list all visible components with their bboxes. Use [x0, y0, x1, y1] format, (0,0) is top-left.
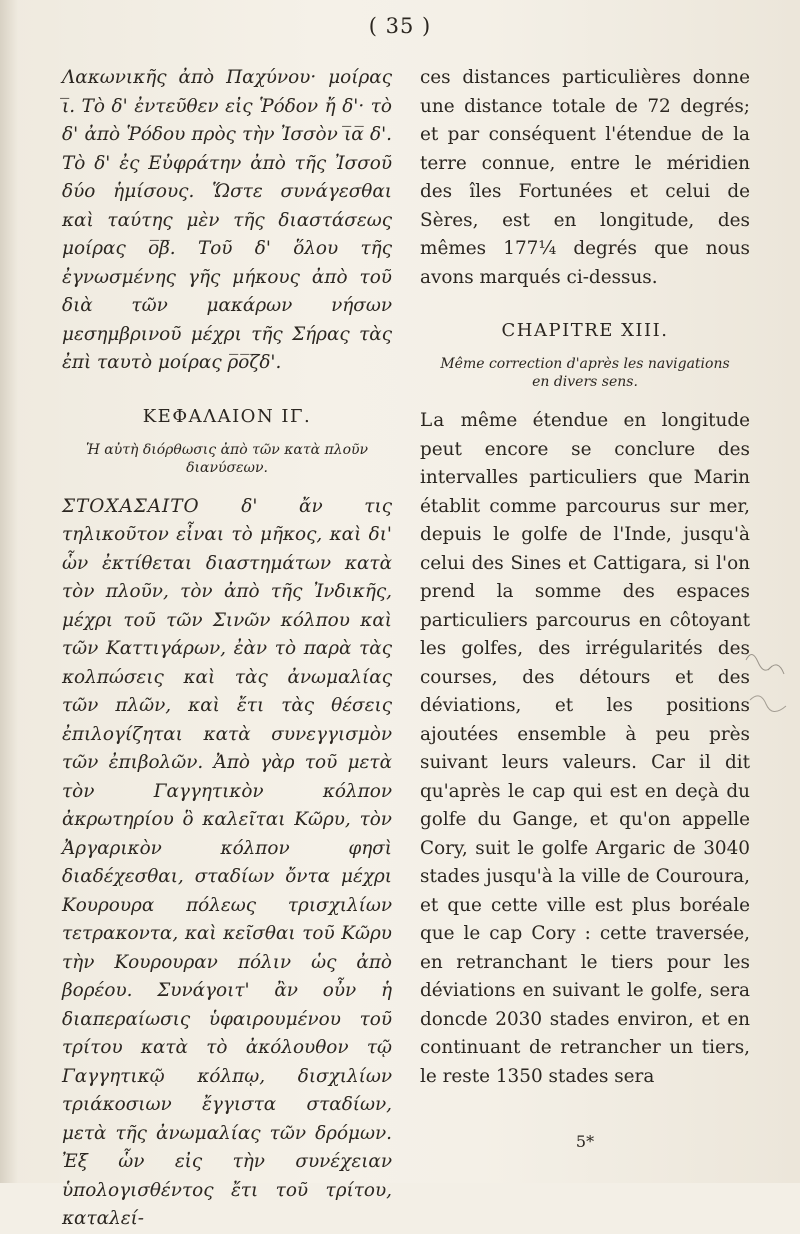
margin-pencil-annotation — [738, 640, 794, 730]
french-column — [420, 64, 750, 1091]
greek-column — [62, 64, 392, 1234]
greek-paragraph-2-text: δ' ἄν τις τηλικοῦτον εἶναι τὸ μῆκος, καὶ δι' ὧν ἐκτίθεται διαστημάτων κατὰ τὸν πλοῦν, τὸν ἀπὸ τῆς Ἰνδικῆς, μέχρι τοῦ τῶν Σινῶν κόλπου καὶ τῶν Καττιγάρων, ἐὰν τὸ παρὰ τὰς κολπώσεις καὶ τὰς ἀνωμαλίας τῶν πλῶν, καὶ ἔτι τὰς θέσεις ἐπιλογίζηται κατὰ συνεγγισμὸν τῶν ἐπιβολῶν. Ἀπὸ γὰρ τοῦ μετὰ τὸν Γαγγητικὸν κόλπον ἀκρωτηρίου ὃ καλεῖται Κῶρυ, τὸν Ἀργαρικὸν κόλπον φησὶ διαδέχεσθαι, σταδίων ὄντα μέχρι Κουρουρα πόλεως τρισχιλίων τετρακοντα, καὶ κεῖσθαι τοῦ Κῶρυ τὴν Κουρουραν πόλιν ὡς ἀπὸ βορέου. Συνάγοιτ' ἂν οὖν ἡ διαπεραίωσις ὑφαιρουμένου τοῦ τρίτου κατὰ τὸ ἀκόλουθον τῷ Γαγγητικῷ κόλπῳ, δισχιλίων τριάκοσιων ἔγγιστα σταδίων, μετὰ τῆς ἀνωμαλίας τῶν δρόμων. Ἐξ ὧν εἰς τὴν συνέχειαν ὑπολογισθέντος ἔτι τοῦ τρίτου, καταλεί- — [62, 495, 392, 1229]
french-opening-word: La — [420, 410, 446, 431]
french-paragraph-2 — [420, 407, 750, 1091]
french-chapter-subtitle: Même correction d'après les navigations en divers sens. — [440, 356, 730, 390]
signature-mark: 5* — [575, 1132, 595, 1151]
french-paragraph-2-text: même étendue en longitude peut encore se conclure des intervalles particuliers que Marin établit comme parcourus sur mer, depuis le golfe de l'Inde, jusqu'à celui des Sines et Cattigara, si l'on prend la somme des espaces particuliers parcourus en côtoyant les golfes, des irrégularités des courses, des détours et des déviations, et les positions ajoutées ensemble à peu près suivant leurs valeurs. Car il dit qu'après le cap qui est en deçà du golfe du Gange, et qu'on appelle Cory, suit le golfe Argaric de 3040 stades jusqu'à la ville de Couroura, et que cette ville est plus boréale que le cap Cory : cette traversée, en retranchant le tiers pour les déviations en suivant le golfe, sera doncde 2030 stades environ, et en continuant de retrancher un tiers, le reste 1350 stades sera — [420, 410, 750, 1087]
page-number: ( 35 ) — [368, 14, 432, 38]
greek-chapter-subtitle: Ἡ αὐτὴ διόρθωσις ἀπὸ τῶν κατὰ πλοῦν διανύσεων. — [85, 441, 369, 476]
greek-opening-word: ΣΤΟΧΑΣΑΙΤΟ — [62, 495, 200, 517]
page-gutter-shadow — [0, 0, 18, 1183]
french-paragraph-1: ces distances particulières donne une distance totale de 72 degrés; et par conséquent l'étendue de la terre connue, entre le méridien des îles Fortunées et celui de Sères, est en longitude, des mêmes 177¼ degrés que nous avons marqués ci-dessus. — [420, 67, 750, 288]
greek-paragraph-1: Λακωνικῆς ἀπὸ Παχύνου· μοίρας ι̅. Τὸ δ' ἐντεῦθεν εἰς Ῥόδον ἤ δ'· τὸ δ' ἀπὸ Ῥόδου πρὸς τὴν Ἰσσὸν ι̅α̅ δ'. Τὸ δ' ἐς Εὐφράτην ἀπὸ τῆς Ἰσσοῦ δύο ἡμίσους. Ὥστε συνάγεσθαι καὶ ταύτης μὲν τῆς διαστάσεως μοίρας ο̅β̅. Τοῦ δ' ὅλου τῆς ἐγνωσμένης γῆς μήκους ἀπὸ τοῦ διὰ τῶν μακάρων νήσων μεσημβρινοῦ μέχρι τῆς Σήρας τὰς ἐπὶ ταυτὸ μοίρας ρ̅ο̅ζ̅δ'. — [62, 67, 392, 373]
greek-paragraph-2 — [62, 493, 392, 1234]
greek-chapter-heading: ΚΕΦΑΛΑΙΟΝ ΙΓ. — [142, 405, 312, 427]
french-chapter-heading: CHAPITRE XIII. — [501, 320, 669, 341]
